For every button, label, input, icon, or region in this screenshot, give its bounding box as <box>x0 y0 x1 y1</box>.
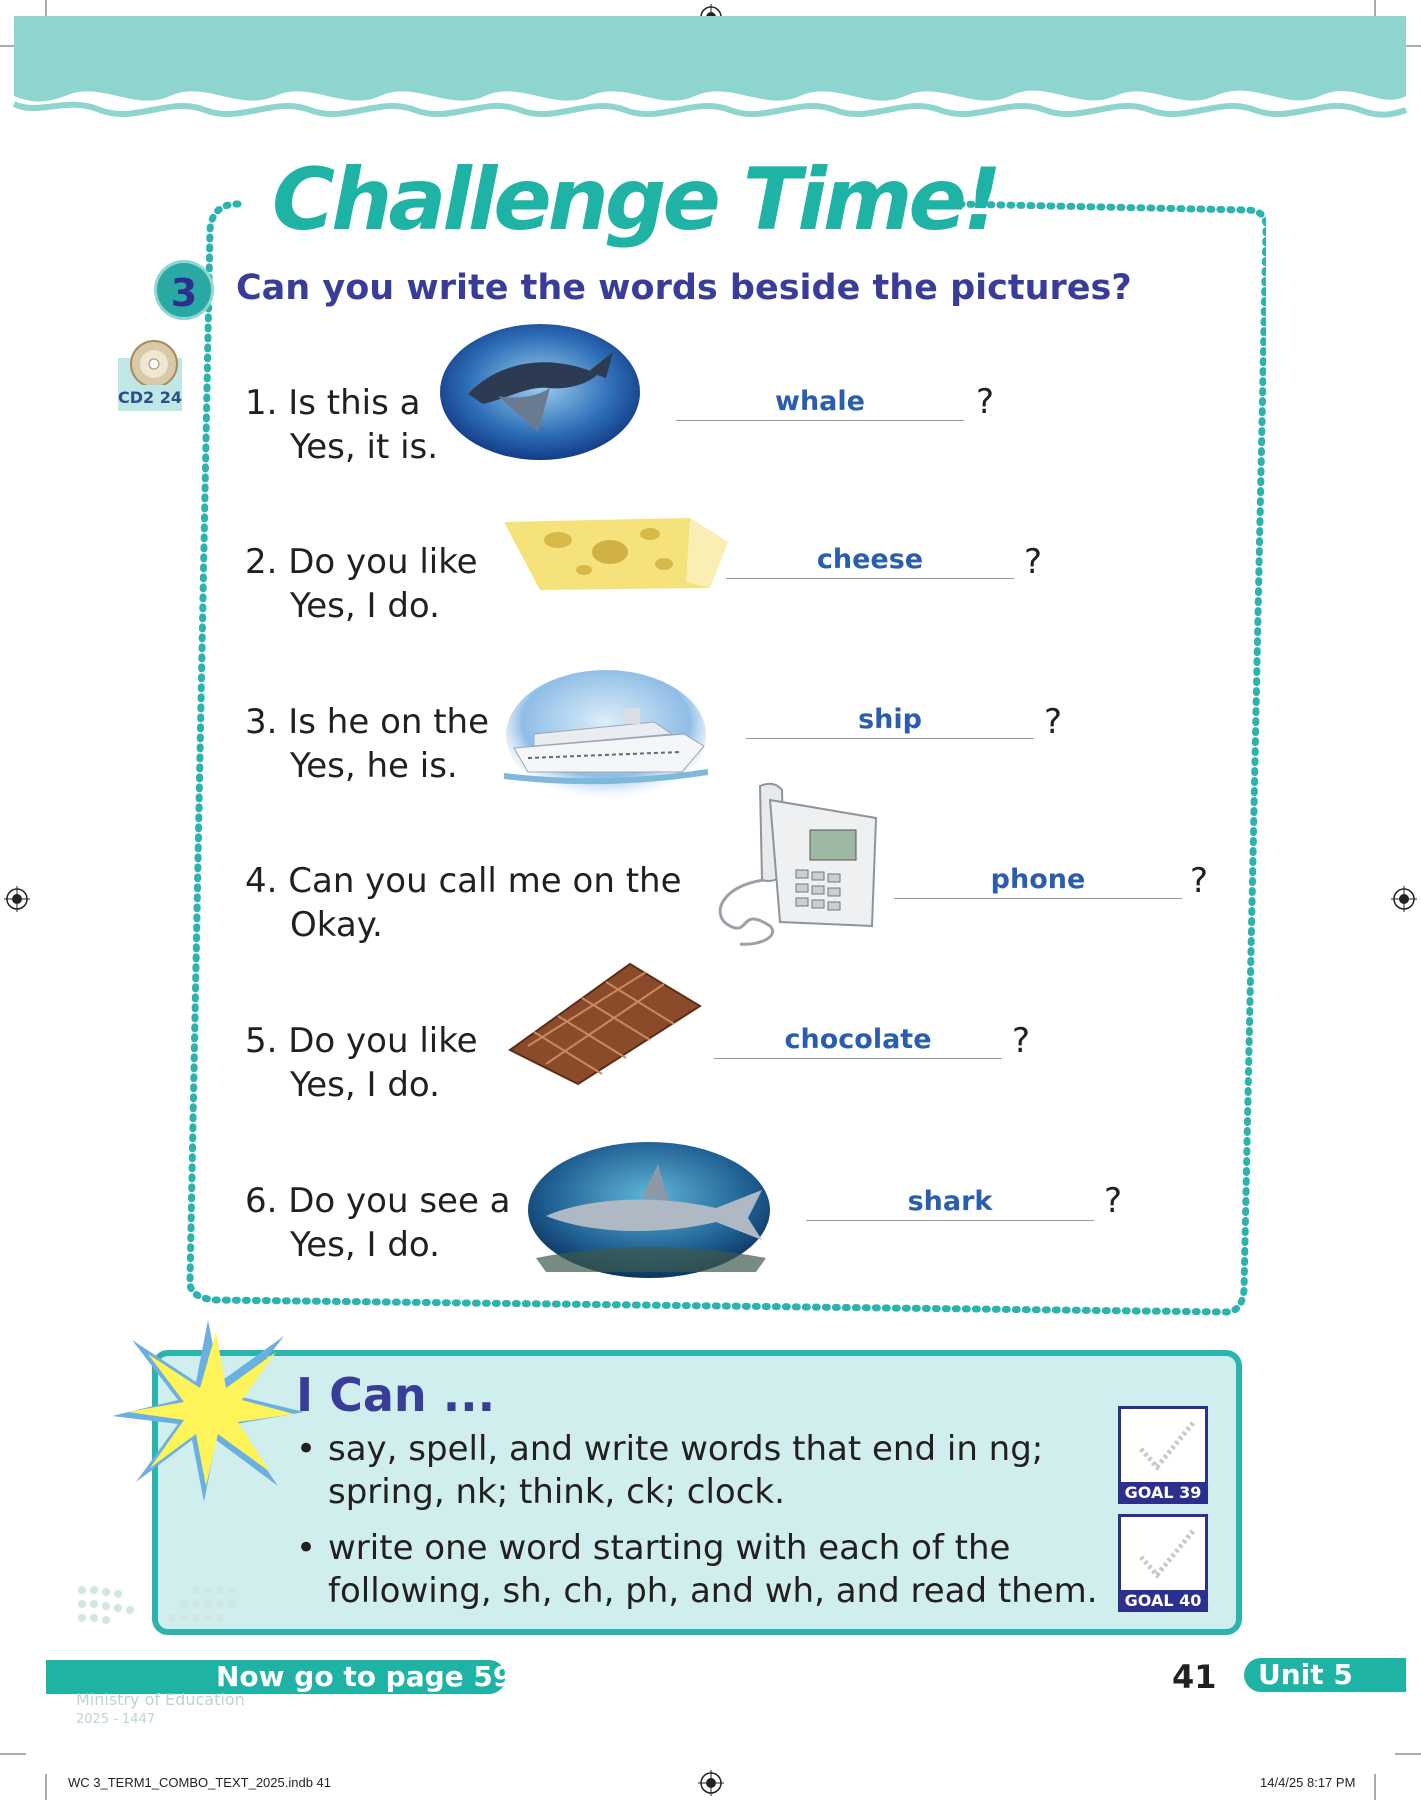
ministry-name: Ministry of Education <box>76 1690 245 1709</box>
bullet-dot: • <box>296 1429 317 1469</box>
i-can-title: I Can ... <box>296 1368 496 1422</box>
page-title: Challenge Time! <box>272 150 999 250</box>
item-6-question: 6. Do you see a <box>245 1181 511 1221</box>
registration-mark-icon <box>1391 886 1417 912</box>
item-4-answer-field[interactable] <box>894 858 1182 899</box>
item-6-question-mark: ? <box>1104 1181 1123 1221</box>
i-can-bullet-2-line-1: write one word starting with each of the <box>328 1528 1011 1568</box>
item-3-reply: Yes, he is. <box>290 746 458 786</box>
check-icon <box>1121 1517 1205 1583</box>
item-5-question: 5. Do you like <box>245 1021 478 1061</box>
ministry-logo-dots <box>76 1584 246 1634</box>
star-burst-icon <box>108 1316 308 1506</box>
item-3-question: 3. Is he on the <box>245 702 490 742</box>
item-1-answer: whale <box>775 386 865 417</box>
registration-mark-icon <box>698 1770 724 1796</box>
item-5-answer: chocolate <box>784 1024 932 1055</box>
item-3-answer-field[interactable] <box>746 698 1034 739</box>
item-2-reply: Yes, I do. <box>290 586 440 626</box>
i-can-bullet-2-line-2: following, sh, ch, ph, and wh, and read them. <box>328 1571 1098 1611</box>
exercise-instruction: Can you write the words beside the pictures? <box>236 268 1132 308</box>
item-2-answer-field[interactable] <box>726 538 1014 579</box>
check-icon <box>1121 1409 1205 1475</box>
wave-header <box>0 0 1421 140</box>
goal-40-label: GOAL 40 <box>1118 1590 1208 1612</box>
print-file-name: WC 3_TERM1_COMBO_TEXT_2025.indb 41 <box>68 1775 331 1790</box>
item-4-question: 4. Can you call me on the <box>245 861 682 901</box>
bullet-dot: • <box>296 1528 317 1568</box>
item-1-question-mark: ? <box>976 382 995 422</box>
ministry-year: 2025 - 1447 <box>76 1712 156 1727</box>
print-timestamp: 14/4/25 8:17 PM <box>1260 1775 1356 1790</box>
goal-39-label: GOAL 39 <box>1118 1482 1208 1504</box>
item-4-reply: Okay. <box>290 905 383 945</box>
ship-image <box>504 668 708 802</box>
audio-track-label: CD2 24 <box>118 385 182 411</box>
item-5-reply: Yes, I do. <box>290 1065 440 1105</box>
i-can-bullet-1-line-2: spring, nk; think, ck; clock. <box>328 1472 785 1512</box>
item-3-answer: ship <box>858 704 922 735</box>
next-page-link[interactable]: Now go to page 59 <box>216 1660 513 1693</box>
item-4-question-mark: ? <box>1190 861 1209 901</box>
item-2-question: 2. Do you like <box>245 542 478 582</box>
item-4-answer: phone <box>990 864 1086 895</box>
item-5-answer-field[interactable] <box>714 1018 1002 1059</box>
exercise-number-badge: 3 <box>154 260 214 320</box>
item-6-reply: Yes, I do. <box>290 1225 440 1265</box>
i-can-bullet-1-line-1: say, spell, and write words that end in ng; <box>328 1429 1044 1469</box>
unit-tab: Unit 5 <box>1244 1658 1406 1692</box>
chocolate-image <box>506 960 702 1086</box>
registration-mark-icon <box>4 886 30 912</box>
item-2-answer: cheese <box>816 544 924 575</box>
phone-image <box>700 776 886 952</box>
item-1-reply: Yes, it is. <box>290 427 439 467</box>
item-3-question-mark: ? <box>1044 702 1063 742</box>
item-5-question-mark: ? <box>1012 1021 1031 1061</box>
item-2-question-mark: ? <box>1024 542 1043 582</box>
item-1-question: 1. Is this a <box>245 383 421 423</box>
cheese-image <box>500 512 730 594</box>
item-6-answer: shark <box>907 1186 993 1217</box>
item-6-answer-field[interactable] <box>806 1180 1094 1221</box>
item-1-answer-field[interactable] <box>676 380 964 421</box>
shark-image <box>526 1140 772 1280</box>
whale-image <box>438 322 642 462</box>
page-number: 41 <box>1172 1658 1217 1696</box>
